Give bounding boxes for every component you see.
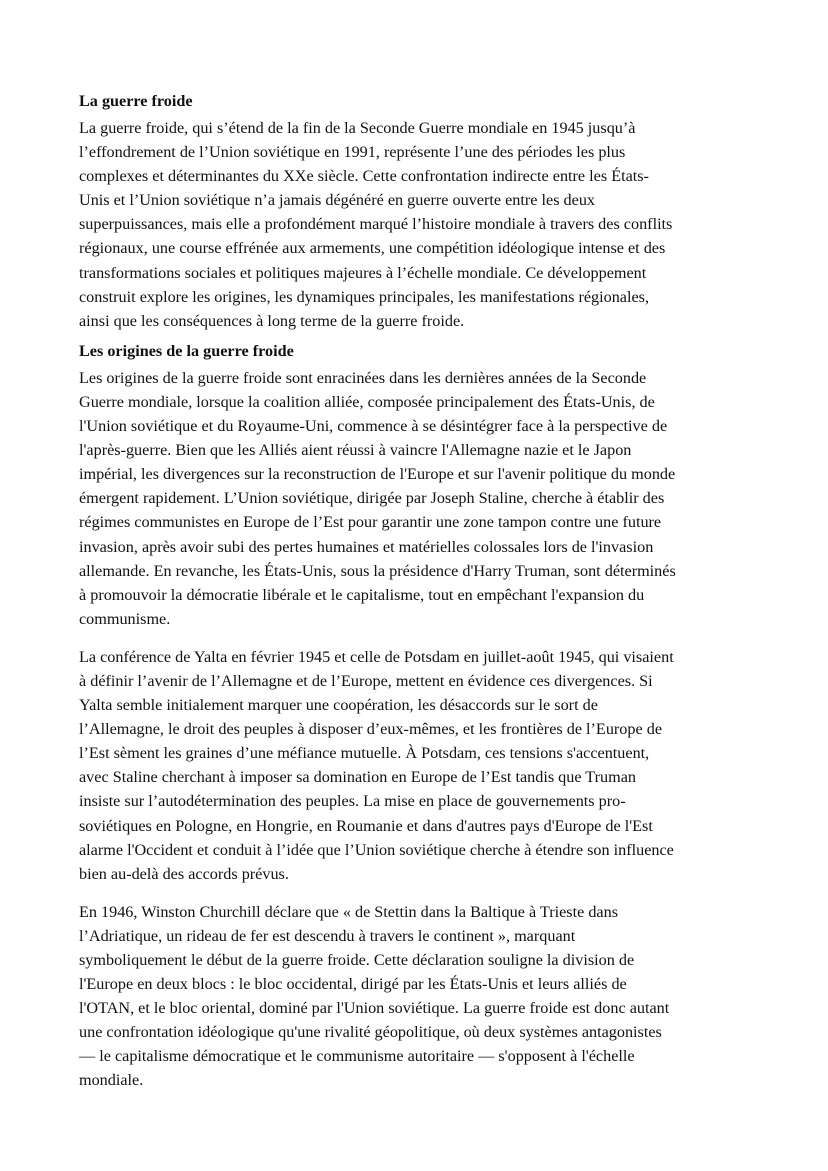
paragraph-rideau-de-fer — [79, 900, 751, 1093]
text-line: alarme l'Occident et conduit à l’idée que l’Union soviétique cherche à étendre son influence — [79, 840, 674, 859]
text-line: soviétiques en Pologne, en Hongrie, en Roumanie et dans d'autres pays d'Europe de l'Est — [79, 816, 653, 835]
spacer — [79, 333, 751, 340]
text-line: superpuissances, mais elle a profondément marqué l’histoire mondiale à travers des conflits — [79, 215, 673, 234]
text-line: Unis et l’Union soviétique n’a jamais dégénéré en guerre ouverte entre les deux — [79, 191, 596, 210]
text-line: l’Est sèment les graines d’une méfiance mutuelle. À Potsdam, ces tensions s'accentuent, — [79, 744, 650, 763]
text-line: Les origines de la guerre froide sont enracinées dans les dernières années de la Seconde — [79, 368, 647, 387]
text-line: l’Adriatique, un rideau de fer est descendu à travers le continent », marquant — [79, 926, 576, 945]
paragraph-introduction — [79, 116, 751, 333]
text-line: — le capitalisme démocratique et le communisme autoritaire — s'opposent à l'échelle — [79, 1047, 635, 1066]
text-line: allemande. En revanche, les États-Unis, sous la présidence d'Harry Truman, sont déterminés — [79, 561, 676, 580]
text-line: transformations sociales et politiques majeures à l’échelle mondiale. Ce développement — [79, 263, 647, 282]
text-line: Yalta semble initialement marquer une coopération, les désaccords sur le sort de — [79, 696, 598, 715]
text-line: Guerre mondiale, lorsque la coalition alliée, composée principalement des États-Unis, de — [79, 392, 655, 411]
text-line: régimes communistes en Europe de l’Est pour garantir une zone tampon contre une future — [79, 513, 662, 532]
text-line: construit explore les origines, les dynamiques principales, les manifestations régionales, — [79, 287, 650, 306]
document-page — [79, 90, 751, 1093]
text-line: complexes et déterminantes du XXe siècle. Cette confrontation indirecte entre les États- — [79, 167, 649, 186]
spacer — [79, 631, 751, 645]
text-line: l'après-guerre. Bien que les Alliés aient réussi à vaincre l'Allemagne nazie et le Japon — [79, 441, 632, 460]
text-line: mondiale. — [79, 1071, 144, 1090]
text-line: l’effondrement de l’Union soviétique en 1991, représente l’une des périodes les plus — [79, 143, 626, 162]
text-line: invasion, après avoir subi des pertes humaines et matérielles colossales lors de l'invasion — [79, 537, 654, 556]
spacer — [79, 886, 751, 900]
text-line: l'Union soviétique et du Royaume-Uni, commence à se désintégrer face à la perspective de — [79, 417, 668, 436]
text-line: En 1946, Winston Churchill déclare que « de Stettin dans la Baltique à Trieste dans — [79, 902, 618, 921]
section-heading-les-origines: Les origines de la guerre froide — [79, 341, 294, 360]
text-line: à définir l’avenir de l’Allemagne et de l’Europe, mettent en évidence ces divergences. Si — [79, 671, 653, 690]
text-line: l'OTAN, et le bloc oriental, dominé par l'Union soviétique. La guerre froide est donc autant — [79, 999, 670, 1018]
text-line: à promouvoir la démocratie libérale et le capitalisme, tout en empêchant l'expansion du — [79, 585, 645, 604]
text-line: une confrontation idéologique qu'une rivalité géopolitique, où deux systèmes antagonistes — [79, 1023, 662, 1042]
paragraph-yalta-potsdam — [79, 645, 751, 886]
text-line: l'Europe en deux blocs : le bloc occidental, dirigé par les États-Unis et leurs alliés de — [79, 975, 627, 994]
text-line: l’Allemagne, le droit des peuples à disposer d’eux-mêmes, et les frontières de l’Europe de — [79, 720, 663, 739]
text-line: avec Staline cherchant à imposer sa domination en Europe de l’Est tandis que Truman — [79, 768, 636, 787]
text-line: La conférence de Yalta en février 1945 et celle de Potsdam en juillet-août 1945, qui visaient — [79, 647, 674, 666]
text-line: ainsi que les conséquences à long terme de la guerre froide. — [79, 311, 465, 330]
text-line: symboliquement le début de la guerre froide. Cette déclaration souligne la division de — [79, 951, 635, 969]
text-line: régionaux, une course effrénée aux armements, une compétition idéologique intense et des — [79, 239, 666, 258]
text-line: bien au-delà des accords prévus. — [79, 864, 289, 883]
text-line: communisme. — [79, 609, 171, 628]
text-line: insiste sur l’autodétermination des peuples. La mise en place de gouvernements pro- — [79, 792, 626, 811]
text-line: impérial, les divergences sur la reconstruction de l'Europe et sur l'avenir politique du monde — [79, 465, 676, 484]
text-line: La guerre froide, qui s’étend de la fin de la Seconde Guerre mondiale en 1945 jusqu’à — [79, 119, 636, 137]
paragraph-origines — [79, 366, 751, 631]
text-line: émergent rapidement. L’Union soviétique, dirigée par Joseph Staline, cherche à établir des — [79, 489, 665, 508]
section-heading-la-guerre-froide: La guerre froide — [79, 92, 193, 110]
